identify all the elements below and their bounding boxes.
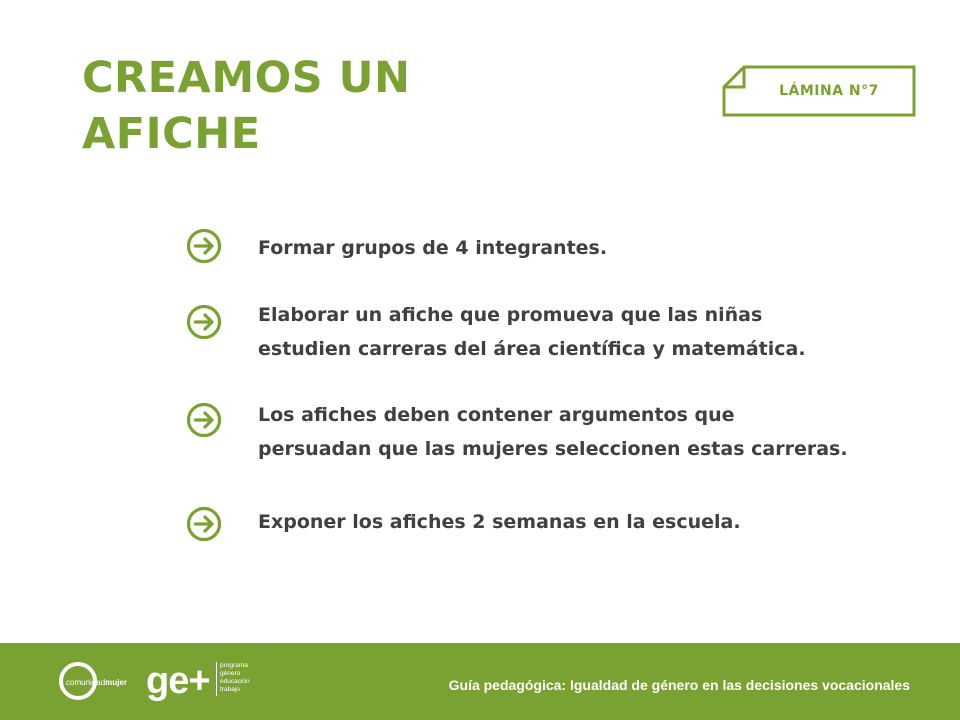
arrow-right-circle-icon — [185, 505, 223, 543]
arrow-right-circle-icon — [185, 227, 223, 265]
list-item-line-1: Los afiches deben contener argumentos que — [258, 404, 735, 426]
wordmark-part-1: comunidad — [66, 678, 106, 687]
footer-bar — [0, 643, 960, 720]
wordmark-part-2: mujer — [105, 678, 127, 687]
lamina-label: LÁMINA N°7 — [779, 83, 879, 99]
list-item — [258, 298, 938, 366]
logo-caption-line: programa — [220, 662, 248, 669]
list-item-line-1: Elaborar un afiche que promueva que las niñas — [258, 304, 763, 326]
logo-divider — [216, 662, 217, 696]
list-item-line-2: persuadan que las mujeres seleccionen estas carreras. — [258, 438, 848, 460]
list-item — [258, 231, 938, 265]
ge-plus-logo-caption — [220, 662, 250, 694]
list-item-line-2: estudien carreras del área científica y matemática. — [258, 338, 806, 360]
page-title-line-1: CREAMOS UN — [82, 53, 411, 103]
logo-caption-line: género — [220, 670, 241, 677]
arrow-right-circle-icon — [185, 401, 223, 439]
list-item-line-1: Exponer los afiches 2 semanas en la escuela. — [258, 511, 741, 533]
logo-caption-line: educación — [220, 678, 250, 685]
page-title — [82, 50, 411, 162]
comunidad-mujer-wordmark — [66, 678, 127, 687]
lamina-badge — [722, 65, 916, 117]
list-item — [258, 398, 938, 466]
page-title-line-2: AFICHE — [82, 109, 261, 159]
logo-caption-line: trabajo — [220, 686, 240, 693]
list-item — [258, 505, 938, 539]
arrow-right-circle-icon — [185, 303, 223, 341]
ge-plus-logo: ge+ — [146, 660, 210, 702]
list-item-line-1: Formar grupos de 4 integrantes. — [258, 237, 608, 259]
footer-caption: Guía pedagógica: Igualdad de género en las decisiones vocacionales — [448, 677, 910, 693]
